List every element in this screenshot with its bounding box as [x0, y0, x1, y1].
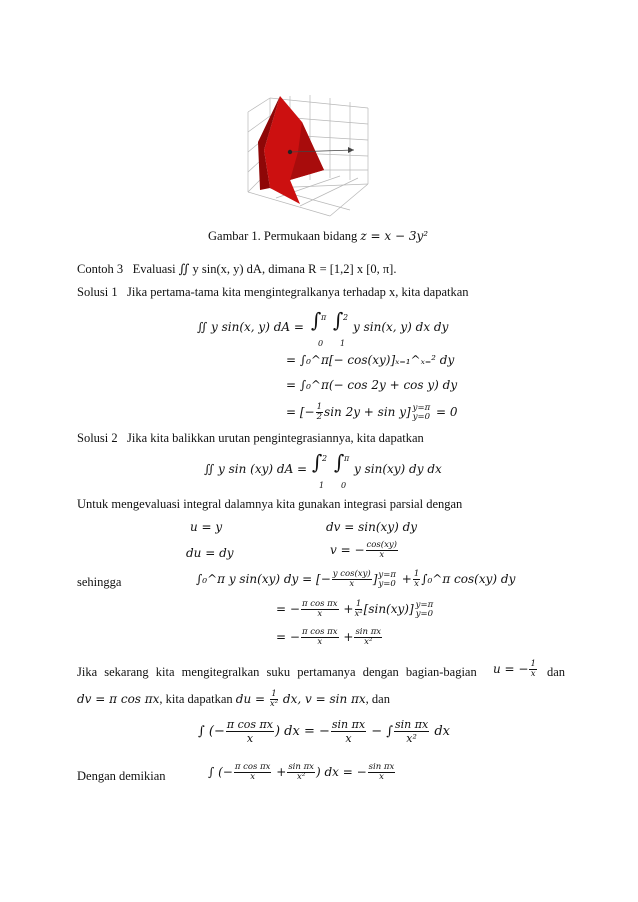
- v-prefix: v = −: [330, 543, 365, 557]
- s1-outer-lower: 0: [318, 339, 324, 348]
- partial-v: [330, 541, 399, 560]
- solution2-text: Jika kita balikkan urutan pengintegrasiannya, kita dapatkan: [127, 431, 424, 445]
- caption-text: Gambar 1. Permukaan bidang: [208, 229, 361, 243]
- jika-line2: dv = π cos πx, kita dapatkan du = $\frac{1}{\text{x²}}$ dx, v = sin πx, dan: [77, 689, 390, 709]
- solution1-equation: ∬ y sin(x, y) dA = ∫ π 0 ∫ 2 1 y sin(x, y) dx dy: [197, 310, 457, 350]
- s2-integrand: y sin(xy) dy dx: [354, 462, 442, 476]
- example-text: Evaluasi ∬ y sin(x, y) dA, dimana R = [1,2] x [0, π].: [132, 262, 397, 276]
- sehingga-line1: ∫₀^π y sin(xy) dy = [− $\frac{\text{y cos(xy)}}{x}$ ] y=π y=0 + $\frac{1}{x}$ ∫₀^π cos(xy) dy: [196, 569, 516, 589]
- solution1-step2: = ∫₀^π(− cos 2y + cos y) dy: [286, 378, 458, 392]
- s1-step3-limits: y=π y=0: [412, 402, 431, 422]
- solution2-label: Solusi 2: [77, 431, 118, 445]
- s1-outer-upper: π: [321, 313, 327, 322]
- s1-step3-c: = 0: [432, 405, 458, 419]
- half-fraction: $\frac{1}{2}$: [316, 402, 323, 422]
- integral-equation: ∫ (− $\frac{\text{π cos πx}}{x}$ ) dx = − $\frac{\text{sin πx}}{x}$ − ∫ $\frac{\text{sin πx}}{\text{x²}}$ dx: [198, 718, 450, 745]
- partial-intro: Untuk mengevaluasi integral dalamnya kita gunakan integrasi parsial dengan: [77, 497, 463, 511]
- jika-line1: Jika sekarang kita mengitegralkan suku pertamanya dengan bagian-bagian u = − $\frac{1}{x}$ dan: [77, 659, 566, 679]
- sehingga-label: sehingga: [77, 575, 122, 589]
- solution1-label: Solusi 1: [77, 285, 118, 299]
- s1-integrand: y sin(x, y) dx dy: [353, 320, 449, 334]
- s2-outer-lower: 1: [319, 481, 325, 490]
- solution1-text: Jika pertama-tama kita mengintegralkanya terhadap x, kita dapatkan: [127, 285, 469, 299]
- s1-step3-b: sin 2y + sin y]: [324, 405, 411, 419]
- solution2-equation: ∬ y sin (xy) dA = ∫ 2 1 ∫ π 0 y sin(xy) dy dx: [204, 450, 464, 490]
- solution1-line: [77, 285, 469, 300]
- s1-inner-upper: 2: [343, 313, 349, 322]
- sehingga-line3: = − $\frac{\text{π cos πx}}{x}$ + $\frac{\text{sin πx}}{\text{x²}}$: [276, 627, 382, 647]
- figure-caption: [208, 229, 428, 244]
- solution1-lhs: ∬ y sin(x, y) dA =: [197, 320, 304, 334]
- partial-du: du = dy: [186, 546, 234, 560]
- sehingga-line2: = − $\frac{\text{π cos πx}}{x}$ + $\frac{1}{\text{x²}}$ [sin(xy)] y=π y=0: [276, 599, 434, 619]
- s1-inner-lower: 1: [340, 339, 346, 348]
- surface-figure: [240, 92, 380, 220]
- solution2-line: [77, 431, 424, 446]
- s2-inner-lower: 0: [341, 481, 347, 490]
- partial-u: u = y: [190, 520, 223, 534]
- caption-math: z = x − 3y²: [360, 229, 429, 243]
- example-line: [77, 262, 396, 277]
- s2-outer-upper: 2: [322, 454, 328, 463]
- v-fraction: $\frac{\cos(xy)}{x}$: [366, 540, 397, 560]
- surface-plot-image: [240, 92, 380, 220]
- s1-step3-a: = [−: [286, 405, 315, 419]
- partial-dv: dv = sin(xy) dy: [326, 520, 418, 534]
- s2-inner-upper: π: [344, 454, 350, 463]
- solution2-lhs: ∬ y sin (xy) dA =: [204, 462, 308, 476]
- solution1-step3: [286, 403, 458, 422]
- conclusion-equation: ∫ (− $\frac{\text{π cos πx}}{x}$ + $\frac{\text{sin πx}}{\text{x²}}$ ) dx = − $\frac{\text{sin πx}}{x}$: [208, 762, 395, 782]
- example-label: Contoh 3: [77, 262, 124, 276]
- conclusion-label: Dengan demikian: [77, 769, 166, 783]
- solution1-step1: = ∫₀^π[− cos(xy)]ₓ₌₁^ₓ₌² dy: [286, 353, 455, 367]
